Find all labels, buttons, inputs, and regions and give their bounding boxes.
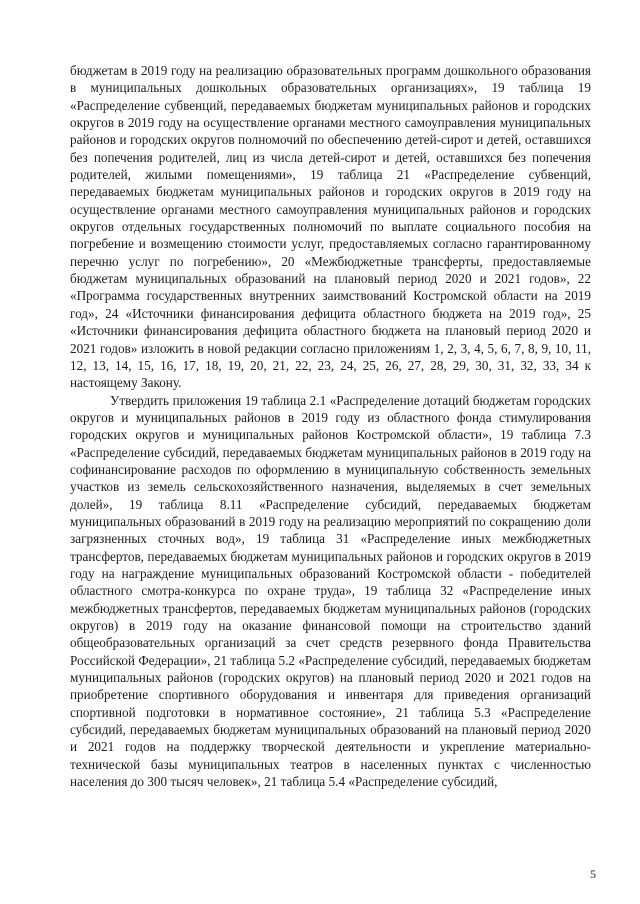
paragraph-approve-appendices: Утвердить приложения 19 таблица 2.1 «Распределение дотаций бюджетам городских округов и муниципальных районов в 2019 году из областного фонда стимулирования городских округов и муниципальных районов Костромской области», 19 таблица 7.3 «Распределение субсидий, передаваемых бюджетам муниципальных районов в 2019 году на софинансирование расходов по оформлению в муниципальную собственность земельных участков из земель сельскохозяйственного назначения, выделяемых в счет земельных долей», 19 таблица 8.11 «Распределение субсидий, передаваемых бюджетам муниципальных образований в 2019 году на реализацию мероприятий по сокращению доли загрязненных сточных вод», 19 таблица 31 «Распределение иных межбюджетных трансфертов, передаваемых бюджетам муниципальных районов и городских округов в 2019 году на награждение муниципальных образований Костромской области - победителей областного смотра-конкурса по охране труда», 19 таблица 32 «Распределение иных межбюджетных трансфертов, передаваемых бюджетам муниципальных районов (городских округов) в 2019 году на оказание финансовой помощи на строительство зданий общеобразовательных организаций за счет средств резервного фонда Правительства Российской Федерации», 21 таблица 5.2 «Распределение субсидий, передаваемых бюджетам муниципальных районов (городских округов) на плановый период 2020 и 2021 годов на приобретение спортивного оборудования и инвентаря для приведения организаций спортивной подготовки в нормативное состояние», 21 таблица 5.3 «Распределение субсидий, передаваемых бюджетам муниципальных образований на плановый период 2020 и 2021 годов на поддержку творческой деятельности и укрепление материально-технической базы муниципальных театров в населенных пунктах с численностью населения до 300 тысяч человек», 21 таблица 5.4 «Распределение субсидий, xyxy=(70,392,591,790)
document-body xyxy=(70,62,591,790)
paragraph-continuation: бюджетам в 2019 году на реализацию образовательных программ дошкольного образования в муниципальных дошкольных образовательных организациях», 19 таблица 19 «Распределение субвенций, передаваемых бюджетам муниципальных районов и городских округов в 2019 году на осуществление органами местного самоуправления муниципальных районов и городских округов полномочий по обеспечению детей-сирот и детей, оставшихся без попечения родителей, лиц из числа детей-сирот и детей, оставшихся без попечения родителей, жилыми помещениями», 19 таблица 21 «Распределение субвенций, передаваемых бюджетам муниципальных районов и городских округов в 2019 году на осуществление органами местного самоуправления муниципальных районов и городских округов отдельных государственных полномочий по выплате социального пособия на погребение и возмещению стоимости услуг, предоставляемых согласно гарантированному перечню услуг по погребению», 20 «Межбюджетные трансферты, предоставляемые бюджетам муниципальных образований на плановый период 2020 и 2021 годов», 22 «Программа государственных внутренних заимствований Костромской области на 2019 год», 24 «Источники финансирования дефицита областного бюджета на 2019 год», 25 «Источники финансирования дефицита областного бюджета на плановый период 2020 и 2021 годов» изложить в новой редакции согласно приложениям 1, 2, 3, 4, 5, 6, 7, 8, 9, 10, 11, 12, 13, 14, 15, 16, 17, 18, 19, 20, 21, 22, 23, 24, 25, 26, 27, 28, 29, 30, 31, 32, 33, 34 к настоящему Закону. xyxy=(70,63,591,391)
page-number: 5 xyxy=(590,867,596,881)
